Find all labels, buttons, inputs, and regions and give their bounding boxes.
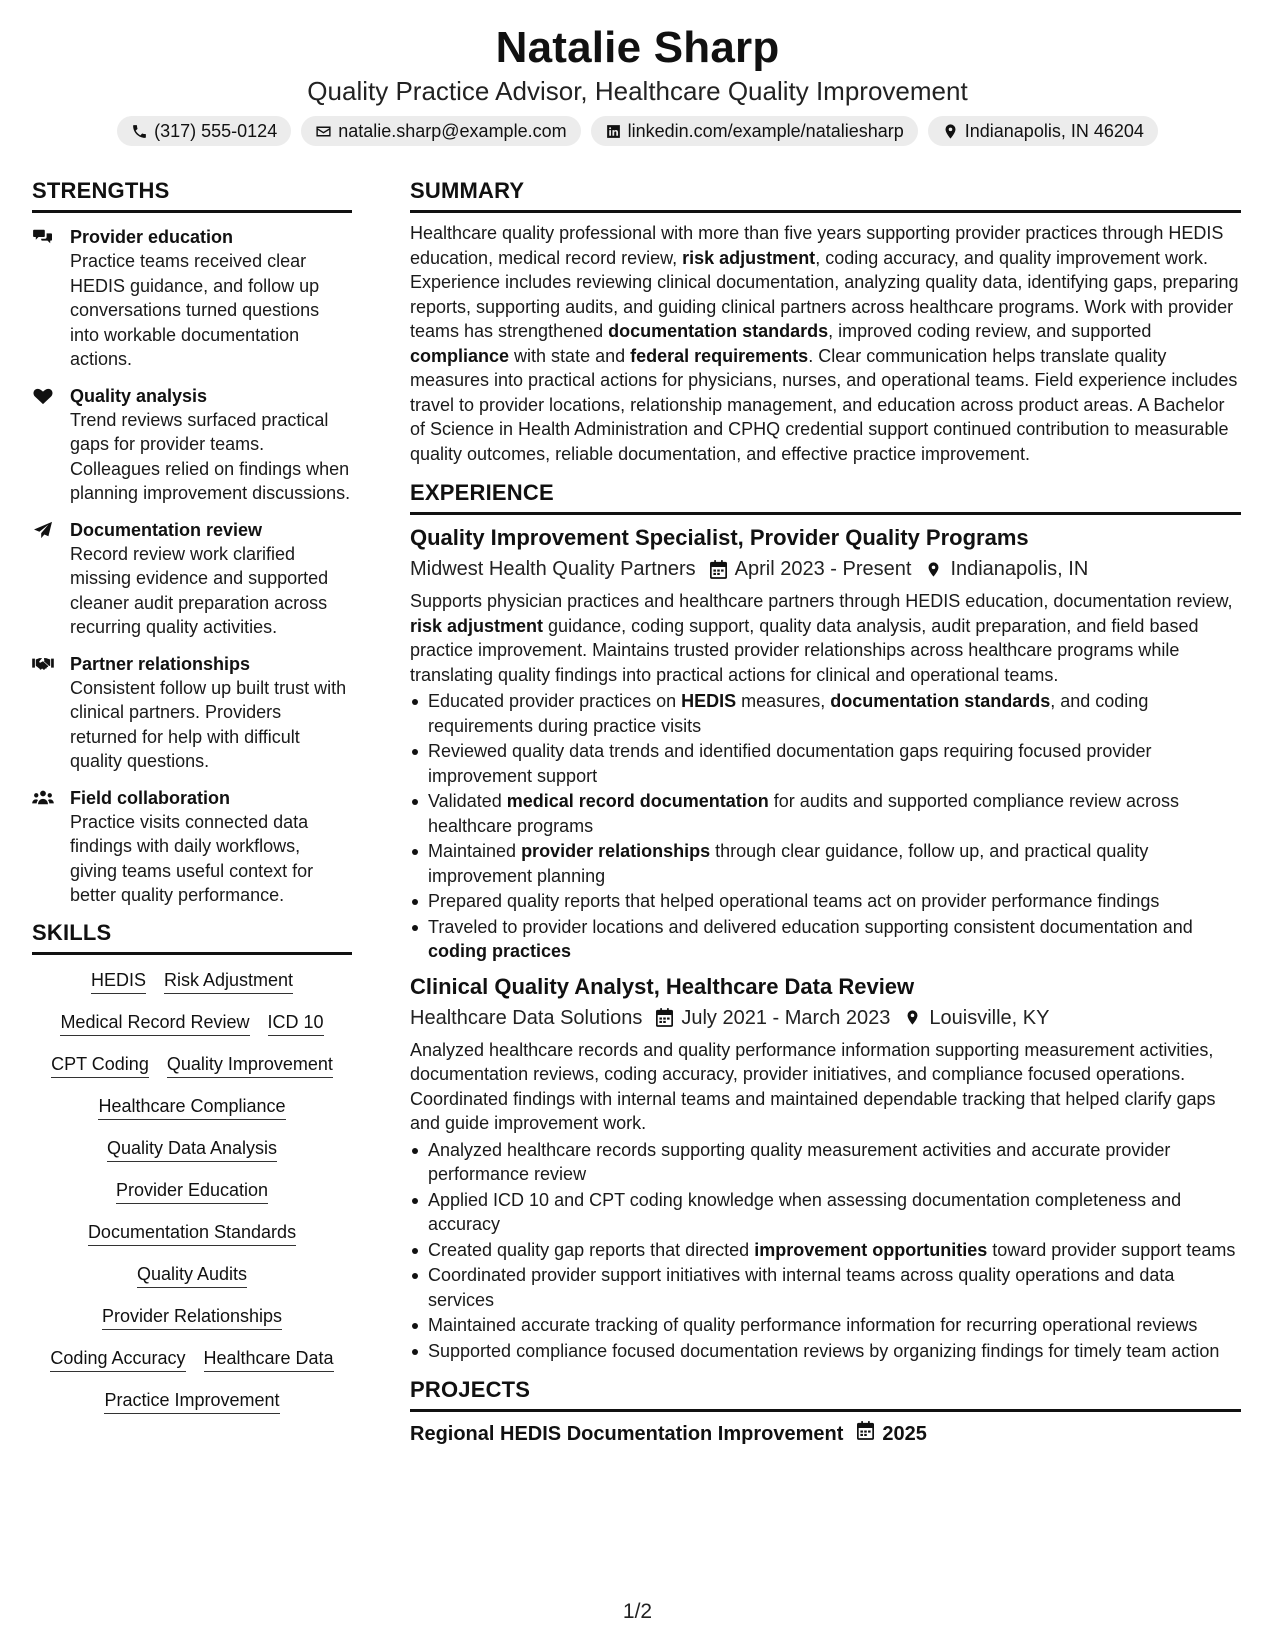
- skill-row: [32, 1263, 352, 1288]
- text-span: Applied ICD 10 and CPT coding knowledge when assessing documentation completeness and accuracy: [428, 1189, 1182, 1234]
- strength-desc: Consistent follow up built trust with clinical partners. Providers returned for help with difficult quality questions.: [70, 677, 347, 771]
- bullet-item: [410, 889, 1241, 914]
- handshake-icon: [32, 652, 70, 774]
- skill-tag: Coding Accuracy: [50, 1347, 185, 1372]
- bullet-item: [410, 1238, 1241, 1263]
- text-span: guidance, coding support, quality data analysis, audit preparation, and field based practice improvement. Maintains trusted provider relationships across healthcare programs while translating quality findings into practical actions for clinical and operational teams.: [410, 615, 1199, 685]
- job-title: Quality Improvement Specialist, Provider Quality Programs: [410, 525, 1029, 550]
- skill-row: [32, 969, 352, 994]
- bullet-item: [410, 915, 1241, 964]
- text-span: through clear guidance, follow up, and practical quality improvement planning: [428, 841, 1149, 886]
- bold-text: compliance: [410, 345, 510, 366]
- strength-desc: Record review work clarified missing evidence and supported cleaner audit preparation across recurring quality activities.: [70, 543, 329, 637]
- strength-title: Quality analysis: [70, 385, 208, 406]
- bullet-item: [410, 789, 1241, 838]
- contact-email[interactable]: [301, 116, 580, 146]
- text-span: Supported compliance focused documentation reviews by organizing findings for timely team action: [428, 1340, 1220, 1361]
- job-company: Healthcare Data Solutions: [410, 1006, 643, 1029]
- text-span: Created quality gap reports that directed: [428, 1239, 755, 1260]
- text-span: Healthcare quality professional with more than five years supporting provider practices through HEDIS education, medical record review,: [410, 223, 1224, 268]
- contact-location: [928, 116, 1158, 146]
- strength-desc: Practice visits connected data findings with daily workflows, giving teams useful context for better quality performance.: [70, 811, 314, 905]
- skill-row: [32, 1389, 352, 1414]
- email-icon: [315, 123, 332, 140]
- paper-plane-icon: [32, 518, 70, 640]
- job-title: Clinical Quality Analyst, Healthcare Data Review: [410, 973, 915, 999]
- location-pin-icon: [911, 560, 950, 579]
- bullet-item: [410, 1313, 1241, 1338]
- skill-row: [32, 1053, 352, 1078]
- skill-row: [32, 1347, 352, 1372]
- text-span: Supports physician practices and healthcare partners through HEDIS education, documentation review,: [410, 591, 1233, 611]
- text-span: Reviewed quality data trends and identified documentation gaps requiring focused provider improvement support: [428, 741, 1152, 786]
- job-location: Indianapolis, IN: [950, 558, 1089, 580]
- bullet-item: [410, 1188, 1241, 1237]
- contact-phone[interactable]: [117, 116, 291, 146]
- job-meta: [410, 1004, 1241, 1032]
- strength-item: [32, 518, 352, 640]
- heart-icon: [32, 384, 70, 506]
- text-span: , coding accuracy, and quality improvement work. Experience includes reviewing clinical documentation, analyzing quality data, identifying gaps, preparing reports, supporting audits, and guiding clinical partners across healthcare programs. Work with provider teams has strengthened: [410, 247, 1239, 341]
- projects-section: [410, 1377, 1241, 1448]
- experience-section: [410, 480, 1241, 1363]
- text-span: Analyzed healthcare records and quality performance information supporting measurement activities, documentation reviews, coding accuracy, provider initiatives, and compliance focused operations. Coordinated findings with internal teams and maintained dependable tracking that helped clarify gaps and guide improvement work.: [410, 1039, 1216, 1133]
- job-description: [410, 1038, 1241, 1136]
- summary-heading: SUMMARY: [410, 178, 1241, 213]
- left-column: [32, 178, 352, 1448]
- skill-row: [32, 1011, 352, 1036]
- bold-text: coding practices: [428, 941, 572, 961]
- bold-text: HEDIS: [681, 691, 737, 711]
- text-span: with state and: [509, 345, 631, 366]
- skill-tag: Practice Improvement: [104, 1389, 279, 1414]
- contact-email-text: natalie.sharp@example.com: [338, 121, 567, 141]
- project-title: Regional HEDIS Documentation Improvement: [410, 1423, 844, 1445]
- skills-list: [32, 969, 352, 1414]
- text-span: toward provider support teams: [987, 1239, 1236, 1260]
- skill-tag: Quality Audits: [137, 1263, 247, 1288]
- strength-title: Field collaboration: [70, 787, 231, 808]
- skill-row: [32, 1179, 352, 1204]
- candidate-title: Quality Practice Advisor, Healthcare Quality Improvement: [307, 76, 968, 106]
- text-span: for audits and supported compliance review across healthcare programs: [428, 791, 1180, 836]
- right-column: [410, 178, 1241, 1448]
- job-description: [410, 589, 1241, 687]
- job-dates: April 2023 - Present: [734, 558, 912, 580]
- strength-desc: Trend reviews surfaced practical gaps for provider teams. Colleagues relied on findings when planning improvement discussions.: [70, 409, 351, 503]
- bullet-item: [410, 1339, 1241, 1364]
- page-number: 1/2: [622, 1600, 653, 1623]
- linkedin-icon: [605, 123, 622, 140]
- skill-tag: Medical Record Review: [60, 1011, 249, 1036]
- bullet-item: [410, 739, 1241, 788]
- text-span: Maintained accurate tracking of quality performance information for recurring operational reviews: [428, 1315, 1198, 1335]
- experience-heading: EXPERIENCE: [410, 480, 1241, 515]
- strength-item: [32, 786, 352, 908]
- calendar-icon: [642, 1008, 681, 1027]
- bold-text: medical record documentation: [506, 791, 769, 811]
- text-span: . Clear communication helps translate quality measures into practical actions for physicians, nurses, and operational teams. Field experience includes travel to provider locations, relationship management, and education across product areas. A Bachelor of Science in Health Administration and CPHQ credential support continued contribution to measurable quality outcomes, reliable documentation, and effective practice improvement.: [410, 345, 1238, 464]
- text-span: , and coding requirements during practice visits: [428, 691, 1149, 736]
- text-span: Traveled to provider locations and delivered education supporting consistent documentation and: [428, 916, 1193, 937]
- skill-row: [32, 1305, 352, 1330]
- jobs-list: [410, 523, 1241, 1363]
- strength-title: Partner relationships: [70, 653, 251, 674]
- resume-header: [0, 0, 1275, 146]
- text-span: Coordinated provider support initiatives with internal teams across quality operations and data services: [428, 1265, 1175, 1310]
- location-pin-icon: [942, 123, 959, 140]
- phone-icon: [131, 123, 148, 140]
- contact-bar: [0, 116, 1275, 146]
- job-location: Louisville, KY: [929, 1006, 1050, 1029]
- bullet-item: [410, 1138, 1241, 1187]
- project-year: 2025: [882, 1423, 927, 1445]
- strengths-list: [32, 225, 352, 908]
- strength-title: Provider education: [70, 227, 234, 247]
- bullet-item: [410, 1263, 1241, 1312]
- skill-tag: Healthcare Data: [204, 1347, 334, 1372]
- skill-row: [32, 1137, 352, 1162]
- job-meta: [410, 555, 1241, 583]
- strength-item: [32, 384, 352, 506]
- resume-body: [32, 178, 1243, 1448]
- contact-linkedin-text: linkedin.com/example/nataliesharp: [627, 121, 904, 141]
- skill-tag: CPT Coding: [51, 1053, 149, 1078]
- bold-text: documentation standards: [608, 321, 829, 341]
- text-span: Analyzed healthcare records supporting quality measurement activities and accurate provider performance review: [428, 1139, 1171, 1184]
- summary-text: [410, 221, 1241, 466]
- strength-title: Documentation review: [70, 519, 263, 540]
- bold-text: provider relationships: [521, 841, 711, 861]
- contact-location-text: Indianapolis, IN 46204: [964, 121, 1144, 141]
- skill-tag: Provider Relationships: [102, 1305, 282, 1330]
- users-icon: [32, 786, 70, 908]
- strengths-heading: STRENGTHS: [32, 178, 352, 213]
- bold-text: risk adjustment: [410, 615, 544, 636]
- skills-section: [32, 920, 352, 1414]
- text-span: Prepared quality reports that helped operational teams act on provider performance findings: [428, 891, 1160, 911]
- projects-heading: PROJECTS: [410, 1377, 1241, 1412]
- skill-tag: Risk Adjustment: [164, 969, 293, 994]
- skill-row: [32, 1221, 352, 1246]
- text-span: Educated provider practices on: [428, 691, 682, 711]
- job-dates: July 2021 - March 2023: [681, 1006, 891, 1029]
- skill-tag: HEDIS: [91, 969, 146, 994]
- job-entry: [410, 972, 1241, 1364]
- calendar-icon: [696, 560, 735, 579]
- bold-text: risk adjustment: [682, 247, 816, 268]
- skill-tag: Quality Data Analysis: [107, 1137, 277, 1162]
- strength-item: [32, 225, 352, 372]
- skill-tag: Healthcare Compliance: [98, 1095, 285, 1120]
- skill-tag: Provider Education: [116, 1179, 268, 1204]
- contact-linkedin[interactable]: [591, 116, 918, 146]
- strength-desc: Practice teams received clear HEDIS guidance, and follow up conversations turned questions into workable documentation actions.: [70, 251, 320, 369]
- calendar-icon: [843, 1420, 882, 1448]
- skills-heading: SKILLS: [32, 920, 352, 955]
- text-span: , improved coding review, and supported: [828, 321, 1152, 341]
- bold-text: documentation standards: [830, 691, 1051, 711]
- job-entry: [410, 523, 1241, 964]
- text-span: Validated: [428, 791, 507, 811]
- skill-row: [32, 1095, 352, 1120]
- job-bullets: [410, 1138, 1241, 1364]
- bold-text: improvement opportunities: [754, 1239, 988, 1260]
- text-span: measures,: [736, 691, 831, 711]
- contact-phone-text: (317) 555-0124: [154, 121, 278, 141]
- bullet-item: [410, 839, 1241, 888]
- job-bullets: [410, 689, 1241, 964]
- bullet-item: [410, 689, 1241, 738]
- strength-item: [32, 652, 352, 774]
- job-company: Midwest Health Quality Partners: [410, 558, 696, 580]
- skill-tag: Quality Improvement: [167, 1053, 333, 1078]
- bold-text: federal requirements: [630, 345, 809, 366]
- skill-tag: Documentation Standards: [88, 1221, 296, 1246]
- location-pin-icon: [890, 1008, 929, 1027]
- comments-icon: [32, 225, 70, 372]
- text-span: Maintained: [428, 841, 522, 861]
- candidate-name: Natalie Sharp: [495, 23, 780, 72]
- project-item: [410, 1420, 1241, 1448]
- skill-tag: ICD 10: [268, 1011, 324, 1036]
